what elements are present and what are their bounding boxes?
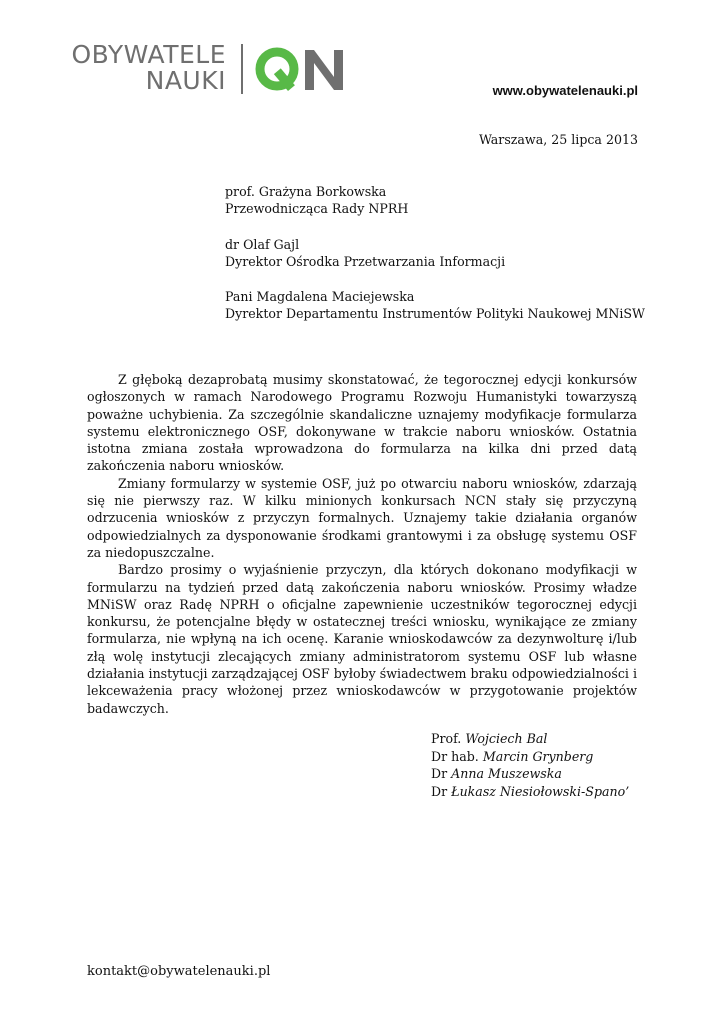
body-paragraph: Bardzo prosimy o wyjaśnienie przyczyn, dla których dokonano modyfikacji w formularzu na tydzień przed datą zakończenia naboru wniosków. Prosimy władze MNiSW oraz Radę NPRH o oficjalne zapewnienie uczestników tegorocznej edycji konkursu, że potencjalne błędy w ostatecznej treści wniosku, wynikające ze zmiany formularza, nie wpłyną na ich ocenę. Karanie wnioskodawców za dezynwolturę i/lub złą wolę instytucji zlecających zmiany administratorom systemu OSF lub własne działania instytucji zarządzającej OSF byłoby świadectwem braku odpowiedzialności i lekceważenia pracy włożonej przez wnioskodawców w przygotowanie projektów badawczych. xyxy=(87,562,637,716)
date-line: Warszawa, 25 lipca 2013 xyxy=(478,132,638,147)
signatory-title: Prof. xyxy=(431,731,462,746)
body-paragraph: Zmiany formularzy w systemie OSF, już po otwarciu naboru wniosków, zdarzają się nie pierwszy raz. W kilku minionych konkursach NCN stały się przyczyną odrzucenia wniosków z przyczyn formalnych. Uznajemy takie działania organów odpowiedzialnych za dysponowanie środkami grantowymi i za obsługę systemu OSF za niedopuszczalne. xyxy=(87,475,637,560)
recipient-title: Dyrektor Departamentu Instrumentów Polityki Naukowej MNiSW xyxy=(225,306,645,321)
logo-line-1: OBYWATELE xyxy=(71,40,226,69)
logo-wordmark xyxy=(56,42,226,94)
signatory xyxy=(431,783,629,801)
recipient-title: Dyrektor Ośrodka Przetwarzania Informacji xyxy=(225,254,506,269)
signatory xyxy=(431,748,629,766)
signatory xyxy=(431,730,629,748)
signatory-name: Łukasz Niesiołowski-Spano’ xyxy=(451,783,630,799)
signatory xyxy=(431,765,629,783)
signatory-title: Dr xyxy=(431,766,448,781)
footer-email[interactable]: kontakt@obywatelenauki.pl xyxy=(87,964,271,979)
recipient-block xyxy=(225,288,645,322)
recipient-title: Przewodnicząca Rady NPRH xyxy=(225,201,409,216)
signatory-name: Anna Muszewska xyxy=(451,766,562,781)
logo-divider xyxy=(241,44,243,94)
signatory-title: Dr xyxy=(431,783,448,799)
recipient-name: prof. Grażyna Borkowska xyxy=(225,184,387,199)
letter-body xyxy=(87,371,637,717)
website-url[interactable]: www.obywatelenauki.pl xyxy=(492,83,638,98)
logo-line-2: NAUKI xyxy=(145,66,226,95)
recipient-name: Pani Magdalena Maciejewska xyxy=(225,289,415,304)
recipient-name: dr Olaf Gajl xyxy=(225,237,300,252)
body-paragraph: Z głęboką dezaprobatą musimy skonstatować, że tegorocznej edycji konkursów ogłoszonych w ramach Narodowego Programu Rozwoju Humanistyki towarzyszą poważne uchybienia. Za szczególnie skandaliczne uznajemy modyfikacje formularza systemu elektronicznego OSF, dokonywane w trakcie naboru wniosków. Ostatnia istotna zmiana została wprowadzona do formularza na kilka dni przed datą zakończenia naboru wniosków. xyxy=(87,372,637,474)
qn-logo-icon xyxy=(253,44,349,94)
signatory-name: Marcin Grynberg xyxy=(482,748,594,764)
recipient-block xyxy=(225,236,505,270)
signature-block xyxy=(431,730,629,800)
recipient-block xyxy=(225,183,408,217)
signatory-title: Dr hab. xyxy=(431,748,479,764)
signatory-name: Wojciech Bal xyxy=(465,731,548,746)
